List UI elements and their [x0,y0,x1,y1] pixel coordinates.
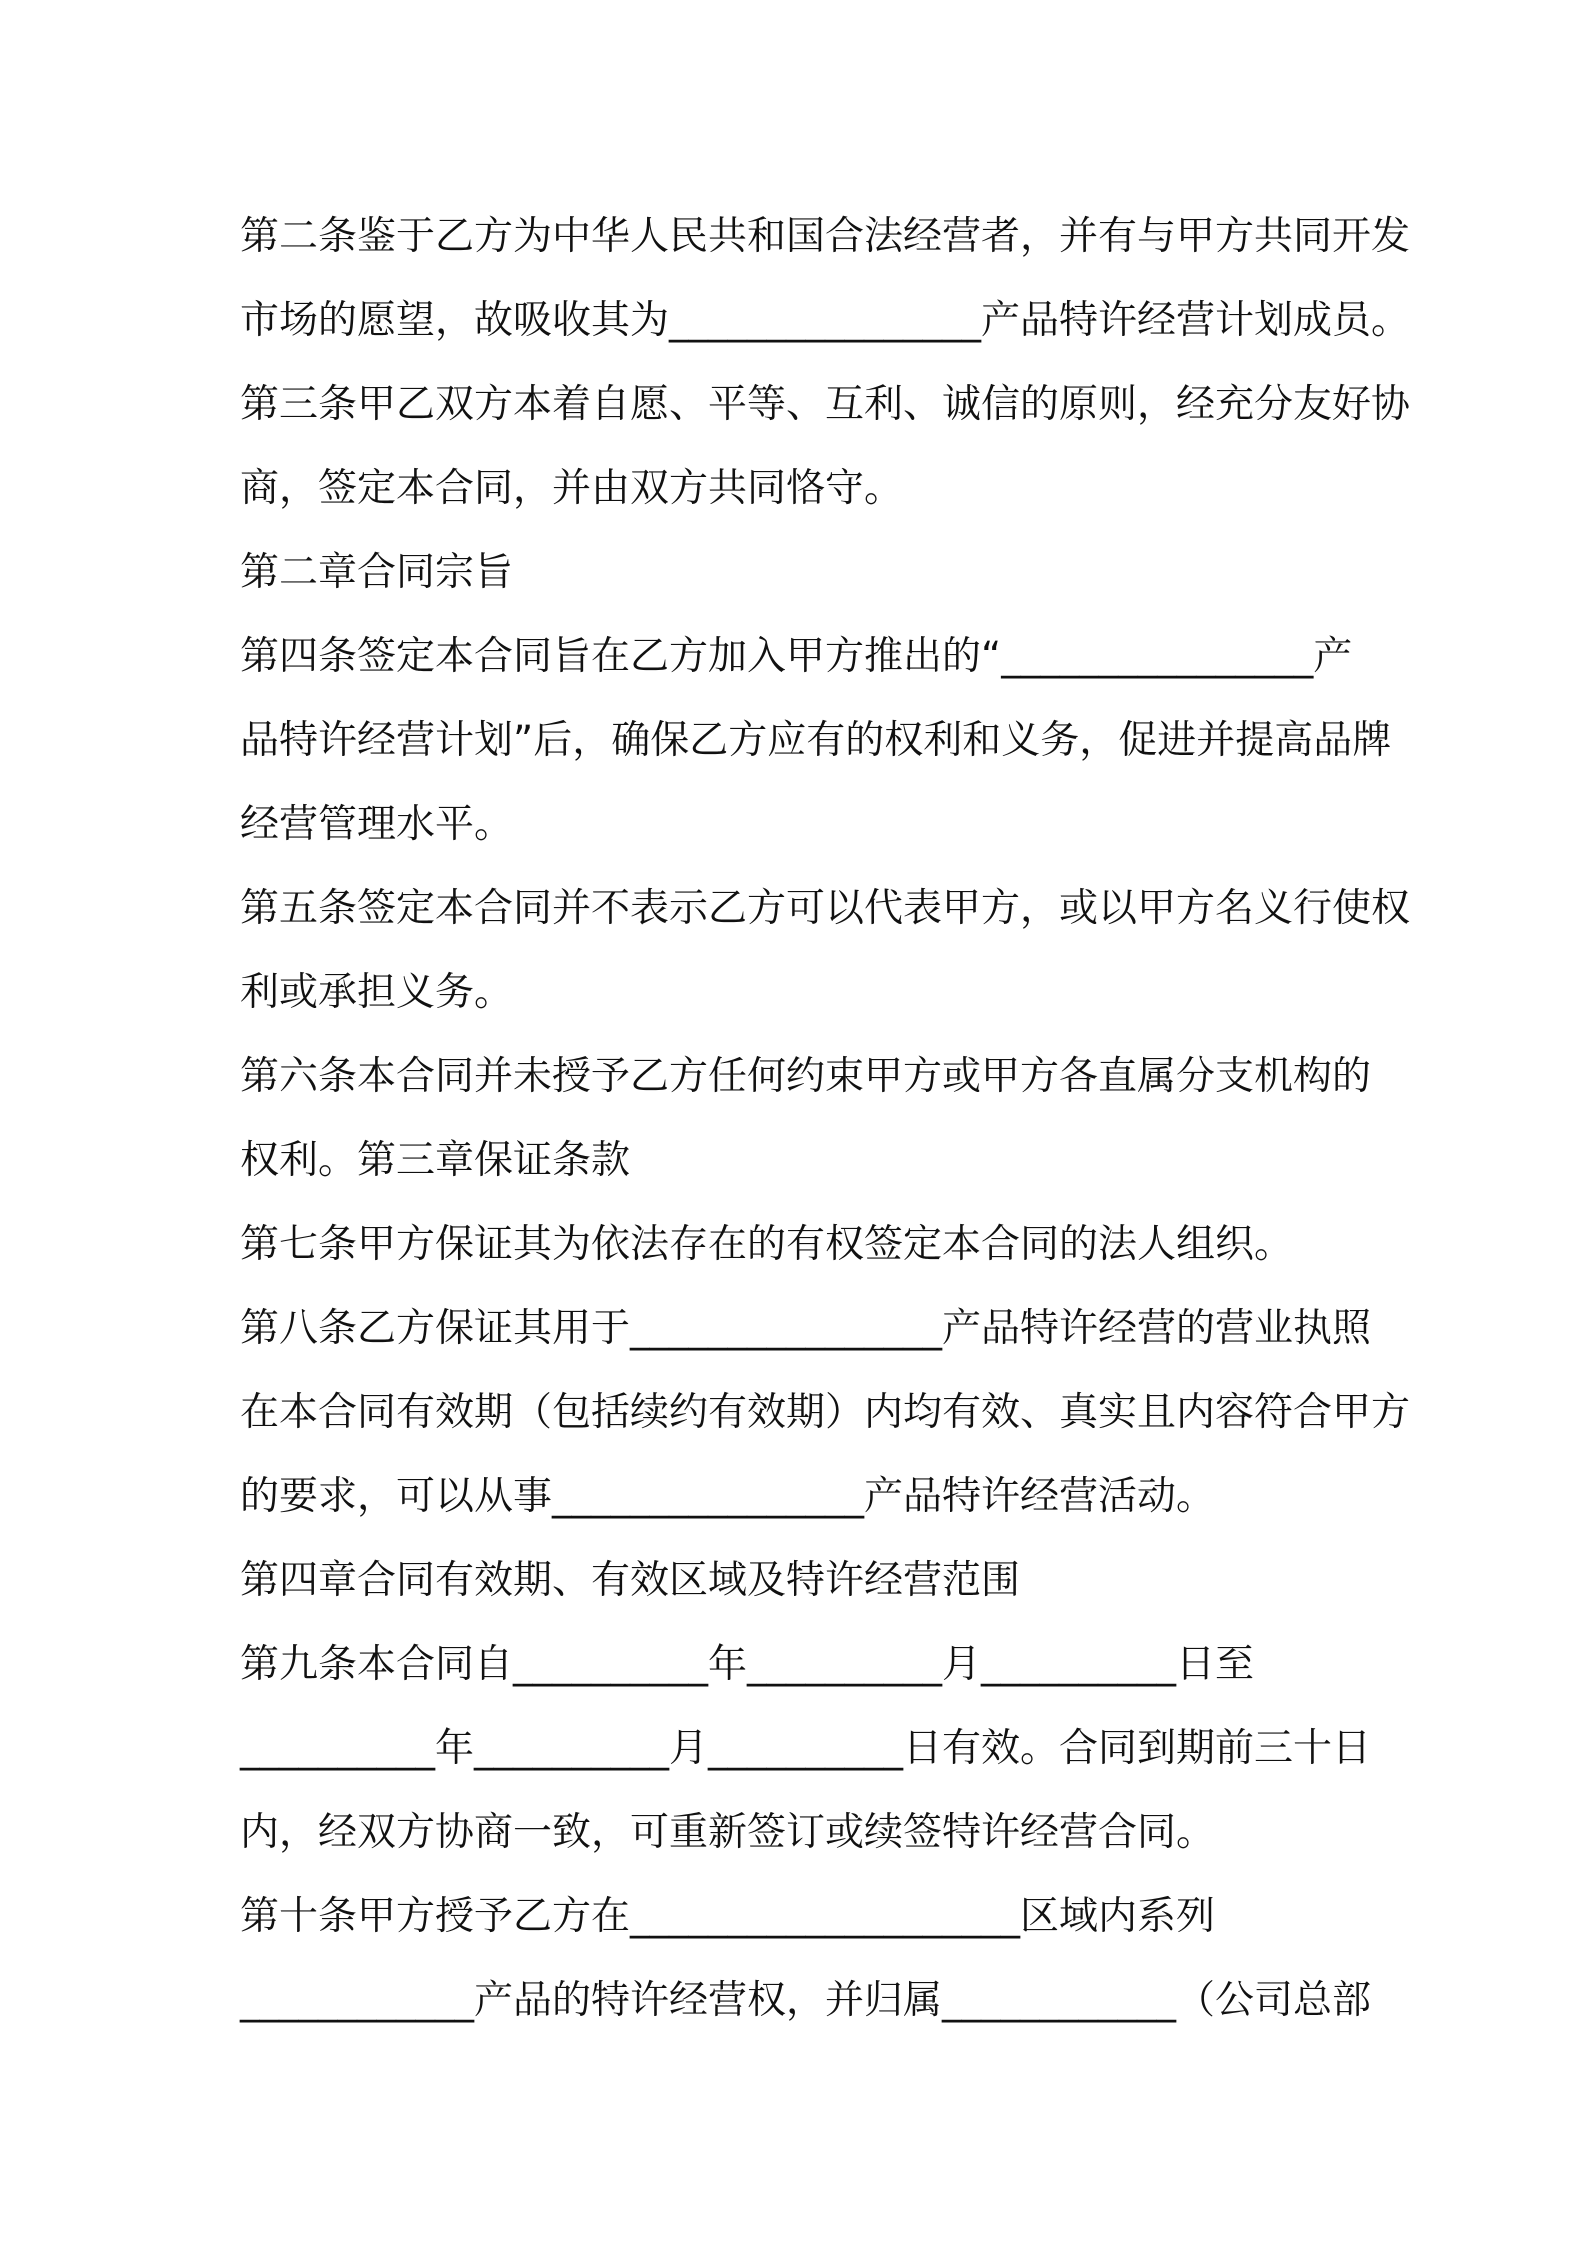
text-line: 利或承担义务。 [240,970,514,1015]
text-line: 第九条本合同自__________年__________月__________日至 [240,1642,1255,1687]
text-line: 第六条本合同并未授予乙方任何约束甲方或甲方各直属分支机构的 [240,1054,1372,1099]
text-line: 第四条签定本合同旨在乙方加入甲方推出的“________________产 [240,634,1353,679]
text-line: 第三条甲乙双方本着自愿、平等、互利、诚信的原则，经充分友好协 [240,382,1411,427]
text-line: __________年__________月__________日有效。合同到期前三十日 [240,1726,1372,1771]
text-line: 第二条鉴于乙方为中华人民共和国合法经营者，并有与甲方共同开发 [240,214,1411,259]
text-line: 第八条乙方保证其用于________________产品特许经营的营业执照 [240,1306,1372,1351]
text-line: 经营管理水平。 [240,802,514,847]
text-line: 在本合同有效期（包括续约有效期）内均有效、真实且内容符合甲方 [240,1390,1411,1435]
contract-text-body [240,195,1411,2043]
text-line: 的要求，可以从事________________产品特许经营活动。 [240,1474,1216,1519]
text-line: 第五条签定本合同并不表示乙方可以代表甲方，或以甲方名义行使权 [240,886,1411,931]
text-line: 市场的愿望，故吸收其为________________产品特许经营计划成员。 [240,298,1411,343]
chapter-heading: 第二章合同宗旨 [240,550,514,595]
text-line: ____________产品的特许经营权，并归属____________（公司总部 [240,1978,1372,2023]
text-line: 商，签定本合同，并由双方共同恪守。 [240,466,904,511]
chapter-heading: 第四章合同有效期、有效区域及特许经营范围 [240,1558,1021,1603]
text-line: 品特许经营计划”后，确保乙方应有的权利和义务，促进并提高品牌 [240,718,1392,763]
text-line: 第十条甲方授予乙方在____________________区域内系列 [240,1894,1216,1939]
text-line: 权利。第三章保证条款 [240,1138,631,1183]
text-line: 内，经双方协商一致，可重新签订或续签特许经营合同。 [240,1810,1216,1855]
text-line: 第七条甲方保证其为依法存在的有权签定本合同的法人组织。 [240,1222,1294,1267]
